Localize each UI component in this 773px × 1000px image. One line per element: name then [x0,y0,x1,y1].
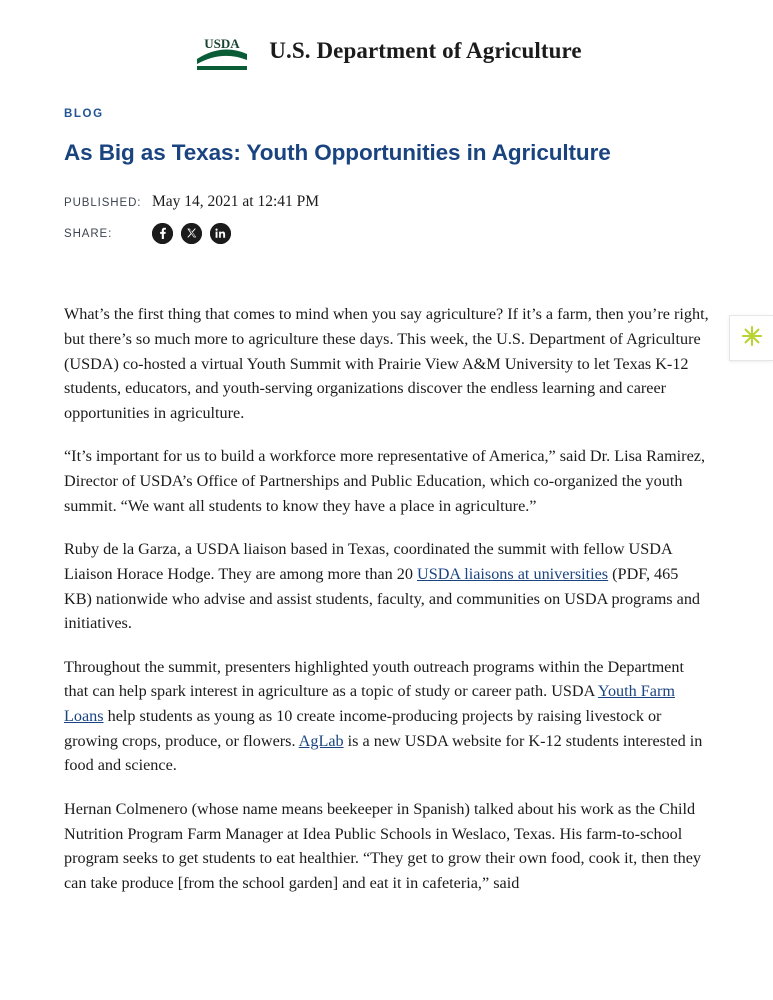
paragraph-2: “It’s important for us to build a workforce more representative of America,” said Dr. Lisa Ramirez, Director of USDA’s Office of Partnerships and Public Education, which co-organized the youth summit. “We want all students to know they have a place in agriculture.” [64,447,705,515]
page-title: As Big as Texas: Youth Opportunities in Agriculture [64,140,611,165]
paragraph-4-text-a: Throughout the summit, presenters highlighted youth outreach programs within the Department that can help spark interest in agriculture as a topic of study or career path. USDA [64,657,684,701]
svg-text:USDA: USDA [204,36,240,51]
paragraph-3 [64,537,709,636]
published-row [64,193,709,211]
paragraph-3-text-b: (PDF, 465 KB) nationwide who advise and assist students, faculty, and communities on USDA programs and initiatives. [64,564,701,633]
paragraph-4-text-b: help students as young as 10 create income-producing projects by raising livestock or growing crops, produce, or flowers. [64,707,662,750]
site-header [0,0,773,94]
asterisk-icon [740,324,764,352]
facebook-icon[interactable] [152,223,173,244]
published-label: PUBLISHED: [64,197,142,210]
article [0,108,773,895]
paragraph-3-text-a: Ruby de la Garza, a USDA liaison based in Texas, coordinated the summit with fellow USDA Liaison Horace Hodge. They are among more than 20 [64,540,672,583]
linkedin-icon[interactable] [210,223,231,244]
linkedin-glyph [210,223,231,244]
share-row [64,223,709,244]
paragraph-5: Hernan Colmenero (whose name means beekeeper in Spanish) talked about his work as the Child Nutrition Program Farm Manager at Idea Public Schools in Weslaco, Texas. His farm-to-school program seeks to get students to eat healthier. “They get to grow their own food, cook it, then they can take produce [from the school garden] and eat it in cafeteria,” said [64,799,701,892]
usda-logo[interactable] [191,30,253,72]
usda-liaisons-link[interactable]: USDA liaisons at universities [417,564,609,583]
share-label: SHARE: [64,227,113,240]
paragraph-1: What’s the first thing that comes to mind when you say agriculture? If it’s a farm, then you’re right, but there’s so much more to agriculture these days. This week, the U.S. Department of Agriculture (USDA) co-hosted a virtual Youth Summit with Prairie View A&M University to let Texas K-12 students, educators, and youth-serving organizations discover the endless learning and career opportunities in agriculture. [64,305,709,422]
share-icons [152,223,231,244]
article-category[interactable]: BLOG [64,108,104,120]
published-date: May 14, 2021 at 12:41 PM [152,193,320,211]
paragraph-4-text-c: is a new USDA website for K-12 students interested in food and science. [64,731,703,775]
article-body [64,302,709,895]
youth-farm-loans-link[interactable]: Youth Farm Loans [64,682,675,725]
header-inner [191,30,581,72]
aglab-link[interactable]: AgLab [298,731,344,750]
facebook-glyph [152,223,173,244]
asterisk-glyph [740,324,764,348]
x-twitter-icon[interactable] [181,223,202,244]
agency-name: U.S. Department of Agriculture [269,38,582,63]
usda-logo-icon [191,30,253,72]
paragraph-4 [64,655,709,778]
floating-feedback-widget[interactable] [729,315,773,361]
x-twitter-glyph [181,223,202,244]
